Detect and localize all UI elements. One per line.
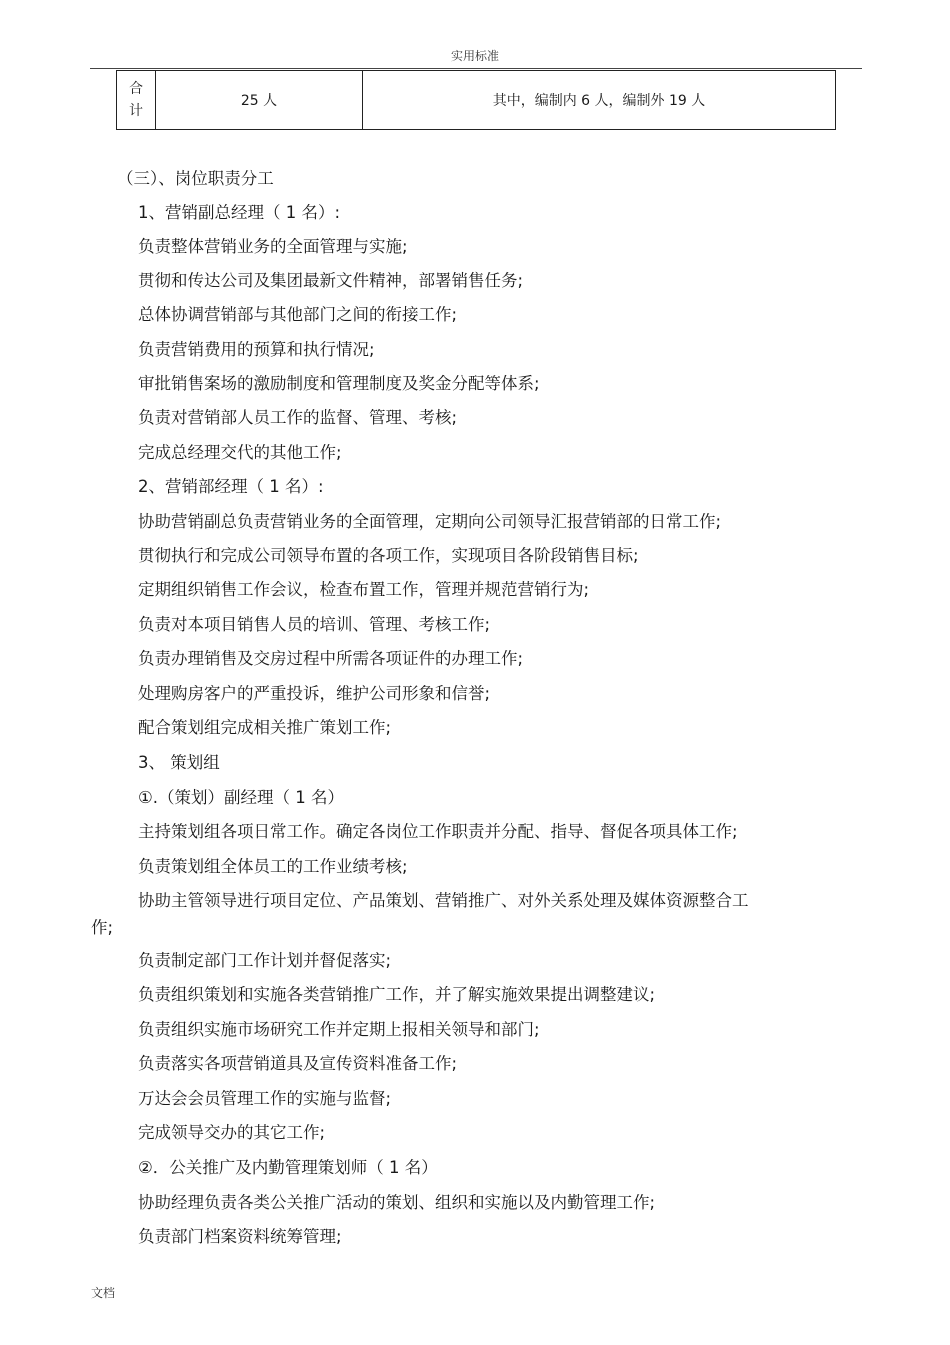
duty-line: 定期组织销售工作会议，检查布置工作，管理并规范营销行为; [138,580,590,599]
duty-line-wrap: 作; [91,918,114,937]
page-header-title: 实用标准 [450,49,499,63]
header-rule [90,68,862,69]
duty-line: 总体协调营销部与其他部门之间的衔接工作; [138,305,458,324]
duty-line: 负责整体营销业务的全面管理与实施; [138,237,408,256]
page-footer-label: 文档 [91,1286,116,1300]
duty-line: 负责部门档案资料统筹管理; [138,1227,342,1246]
table-row [117,71,836,130]
breakdown-cell: 其中，编制内 6 人，编制外 19 人 [363,71,836,130]
duty-line: 负责办理销售及交房过程中所需各项证件的办理工作; [138,649,524,668]
section-heading: （三）、岗位职责分工 [117,169,274,188]
duty-line: 负责策划组全体员工的工作业绩考核; [138,857,408,876]
duty-line: 负责营销费用的预算和执行情况; [138,340,375,359]
duty-line: 协助营销副总负责营销业务的全面管理，定期向公司领导汇报营销部的日常工作; [138,512,722,531]
duty-line: 万达会会员管理工作的实施与监督; [138,1089,392,1108]
duty-line: 协助经理负责各类公关推广活动的策划、组织和实施以及内勤管理工作; [138,1193,656,1212]
duty-line: 完成总经理交代的其他工作; [138,443,342,462]
summary-table [116,70,836,130]
sub-subheading-2: ②．公关推广及内勤管理策划师（ 1 名） [138,1158,438,1177]
duty-line: 负责落实各项营销道具及宣传资料准备工作; [138,1054,458,1073]
sub-subheading-1: ①.（策划）副经理（ 1 名） [138,788,345,807]
duty-line: 负责组织策划和实施各类营销推广工作，并了解实施效果提出调整建议; [138,985,656,1004]
duty-line: 负责组织实施市场研究工作并定期上报相关领导和部门; [138,1020,540,1039]
total-label-cell [117,71,156,130]
duty-line: 负责对营销部人员工作的监督、管理、考核; [138,408,458,427]
duty-line: 配合策划组完成相关推广策划工作; [138,718,392,737]
duty-line: 审批销售案场的激励制度和管理制度及奖金分配等体系; [138,374,540,393]
duty-line: 协助主管领导进行项目定位、产品策划、营销推广、对外关系处理及媒体资源整合工 [138,891,749,910]
duty-line: 负责对本项目销售人员的培训、管理、考核工作; [138,615,491,634]
total-label: 合 计 [129,81,143,119]
subheading-3: 3、 策划组 [138,753,220,772]
duty-line: 主持策划组各项日常工作。确定各岗位工作职责并分配、指导、督促各项具体工作; [138,822,738,841]
duty-line: 完成领导交办的其它工作; [138,1123,326,1142]
subheading-1: 1、营销副总经理（ 1 名）: [138,203,341,222]
duty-line: 处理购房客户的严重投诉，维护公司形象和信誉; [138,684,491,703]
duty-line: 负责制定部门工作计划并督促落实; [138,951,392,970]
duty-line: 贯彻和传达公司及集团最新文件精神，部署销售任务; [138,271,524,290]
subheading-2: 2、营销部经理（ 1 名）: [138,477,324,496]
duty-line: 贯彻执行和完成公司领导布置的各项工作，实现项目各阶段销售目标; [138,546,639,565]
total-count-cell: 25 人 [156,71,363,130]
